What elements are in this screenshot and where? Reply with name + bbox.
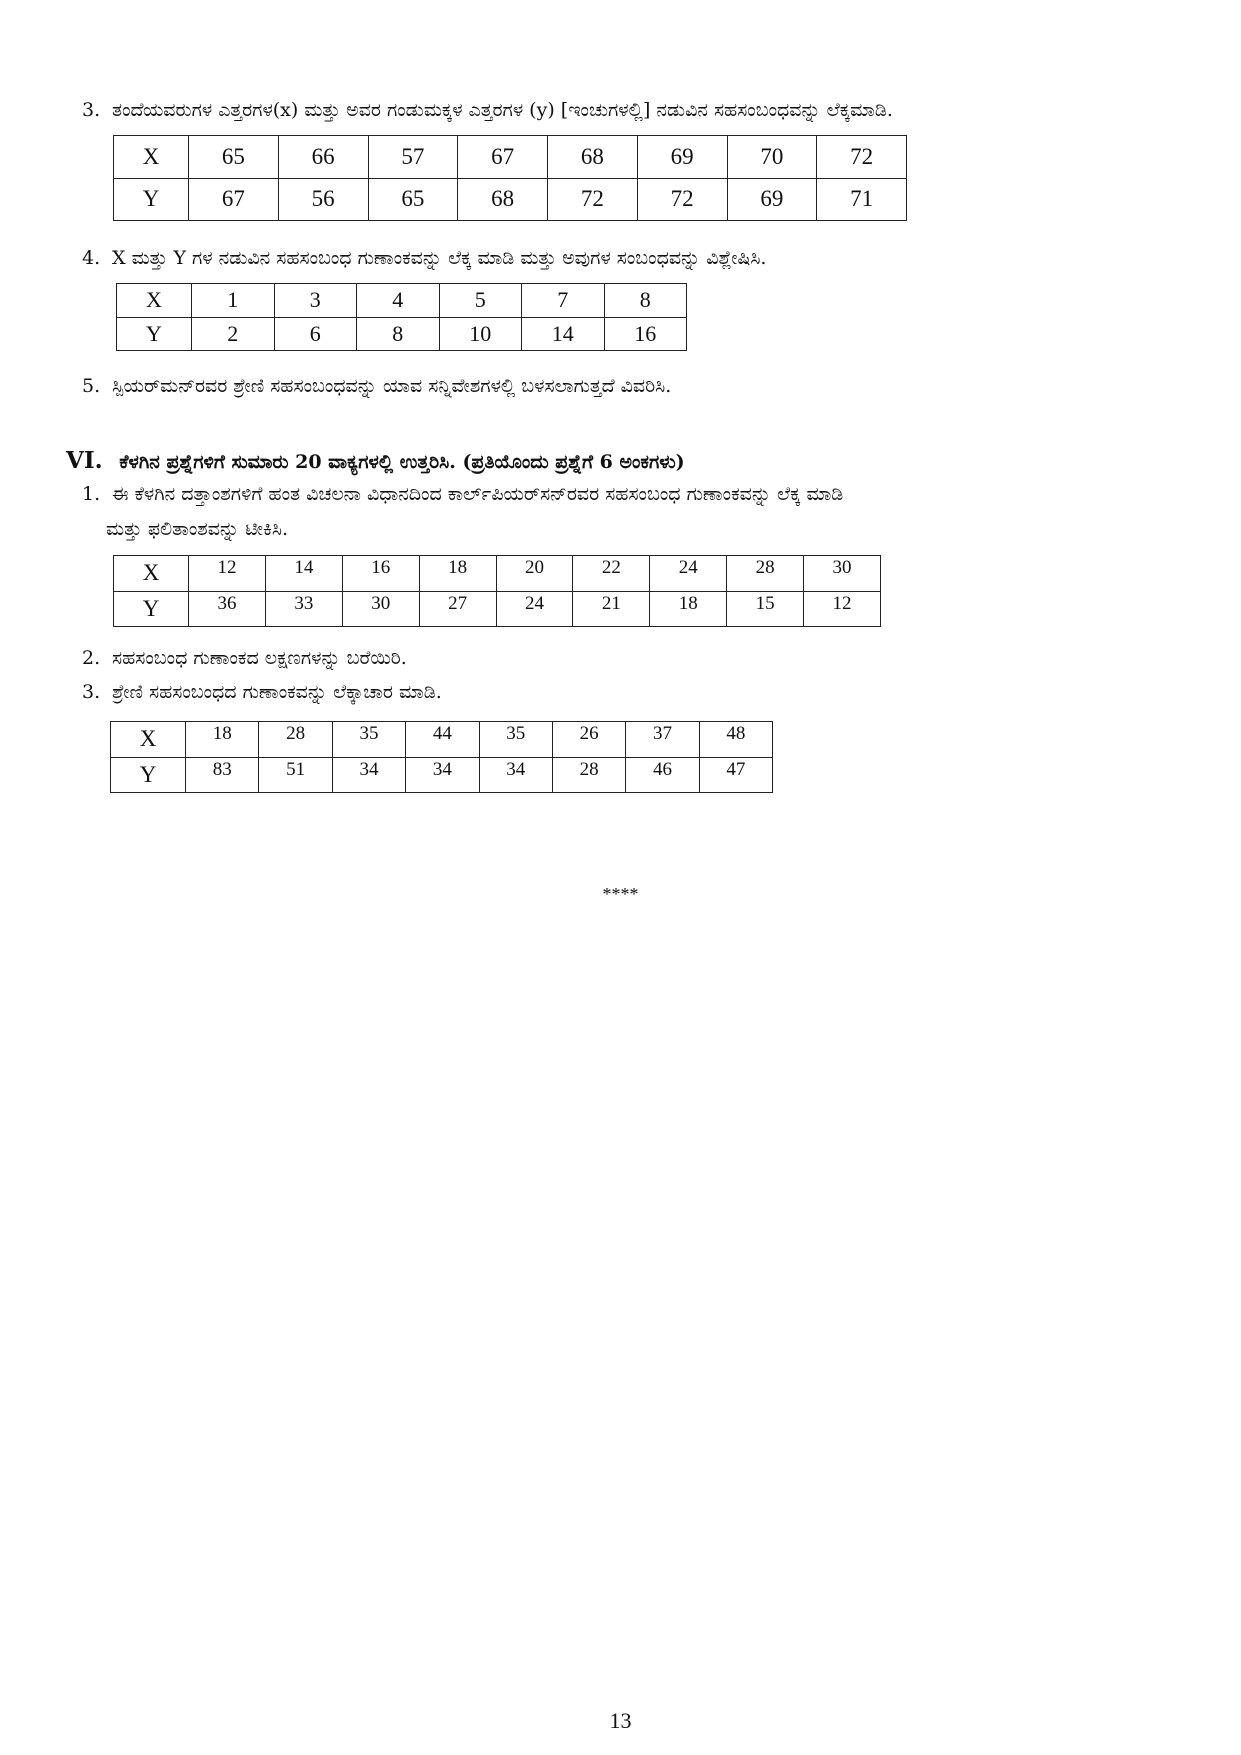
table-row-x — [114, 136, 907, 179]
table-cell: 16 — [342, 556, 419, 592]
table-cell: 1 — [192, 284, 275, 318]
question-number: 3. — [82, 681, 101, 703]
question-number: 1. — [82, 483, 101, 505]
vi-question-1-continued — [106, 512, 288, 546]
data-table-q4 — [116, 283, 687, 351]
table-cell: 5 — [439, 284, 522, 318]
table-cell: 2 — [192, 317, 275, 351]
section-heading-text: ಕೆಳಗಿನ ಪ್ರಶ್ನೆಗಳಿಗೆ ಸುಮಾರು 20 ವಾಕ್ಯಗಳಲ್ಲಿ ಉತ್ತರಿಸಿ. (ಪ್ರತಿಯೊಂದು ಪ್ರಶ್ನೆಗೆ 6 ಅಂಕಗಳು) — [119, 451, 685, 473]
table-cell: 48 — [699, 722, 772, 758]
table-cell: 27 — [419, 591, 496, 627]
table-cell: 46 — [626, 757, 699, 793]
question-5 — [82, 369, 671, 403]
table-cell: 20 — [496, 556, 573, 592]
table-cell: 66 — [278, 136, 368, 179]
table-cell: 70 — [727, 136, 817, 179]
table-cell: 30 — [804, 556, 881, 592]
table-cell: 15 — [727, 591, 804, 627]
table-cell: 72 — [548, 178, 638, 221]
table-cell: 71 — [817, 178, 907, 221]
table-cell: 24 — [650, 556, 727, 592]
table-cell: 36 — [189, 591, 266, 627]
table-cell: 14 — [265, 556, 342, 592]
table-cell: 28 — [552, 757, 625, 793]
table-cell: 18 — [650, 591, 727, 627]
table-cell: 12 — [804, 591, 881, 627]
table-row-y — [114, 591, 881, 627]
question-text-line-1: ಈ ಕೆಳಗಿನ ದತ್ತಾಂಶಗಳಿಗೆ ಹಂತ ವಿಚಲನಾ ವಿಧಾನದಿಂದ ಕಾರ್ಲ್‌ಪಿಯರ್‌ಸನ್‌ರವರ ಸಹಸಂಬಂಧ ಗುಣಾಂಕವನ್ನು ಲೆಕ್ಕ ಮಾಡಿ — [112, 483, 844, 505]
vi-question-3 — [82, 675, 442, 709]
table-cell: 28 — [259, 722, 332, 758]
table-cell: 56 — [278, 178, 368, 221]
row-label: Y — [111, 757, 186, 793]
question-text: ಶ್ರೇಣಿ ಸಹಸಂಬಂಧದ ಗುಣಾಂಕವನ್ನು ಲೆಕ್ಕಾಚಾರ ಮಾಡಿ. — [112, 681, 442, 703]
table-cell: 26 — [552, 722, 625, 758]
question-3 — [82, 93, 893, 127]
table-cell: 34 — [406, 757, 479, 793]
table-cell: 34 — [479, 757, 552, 793]
table-cell: 67 — [189, 178, 279, 221]
page-number: 13 — [609, 1708, 632, 1733]
table-row-y — [111, 757, 773, 793]
row-label: X — [114, 136, 189, 179]
vi-question-2 — [82, 641, 407, 675]
table-cell: 12 — [189, 556, 266, 592]
table-cell: 24 — [496, 591, 573, 627]
question-4 — [82, 241, 766, 275]
table-cell: 67 — [458, 136, 548, 179]
table-cell: 68 — [548, 136, 638, 179]
question-text: ಸ್ಪಿಯರ್‌ಮನ್‌ರವರ ಶ್ರೇಣಿ ಸಹಸಂಬಂಧವನ್ನು ಯಾವ ಸನ್ನಿವೇಶಗಳಲ್ಲಿ ಬಳಸಲಾಗುತ್ತದೆ ವಿವರಿಸಿ. — [112, 375, 672, 397]
table-cell: 4 — [357, 284, 440, 318]
table-cell: 21 — [573, 591, 650, 627]
table-cell: 47 — [699, 757, 772, 793]
table-cell: 10 — [439, 317, 522, 351]
table-cell: 28 — [727, 556, 804, 592]
table-cell: 6 — [274, 317, 357, 351]
table-cell: 30 — [342, 591, 419, 627]
question-number: 3. — [82, 99, 101, 121]
table-cell: 7 — [522, 284, 605, 318]
table-cell: 72 — [637, 178, 727, 221]
table-cell: 34 — [332, 757, 405, 793]
row-label: Y — [114, 178, 189, 221]
row-label: X — [117, 284, 192, 318]
table-cell: 33 — [265, 591, 342, 627]
table-cell: 72 — [817, 136, 907, 179]
row-label: Y — [114, 591, 189, 627]
table-cell: 37 — [626, 722, 699, 758]
table-cell: 44 — [406, 722, 479, 758]
question-text: ಸಹಸಂಬಂಧ ಗುಣಾಂಕದ ಲಕ್ಷಣಗಳನ್ನು ಬರೆಯಿರಿ. — [112, 647, 407, 669]
table-cell: 57 — [368, 136, 458, 179]
table-row-x — [114, 556, 881, 592]
question-number: 5. — [82, 375, 101, 397]
table-row-y — [114, 178, 907, 221]
table-cell: 68 — [458, 178, 548, 221]
question-number: 4. — [82, 247, 101, 269]
table-cell: 35 — [479, 722, 552, 758]
section-roman-numeral: VI. — [66, 447, 103, 474]
table-row-y — [117, 317, 687, 351]
end-separator: **** — [602, 884, 639, 904]
question-text-line-2: ಮತ್ತು ಫಲಿತಾಂಶವನ್ನು ಟೀಕಿಸಿ. — [106, 518, 289, 540]
table-row-x — [111, 722, 773, 758]
table-cell: 14 — [522, 317, 605, 351]
row-label: X — [111, 722, 186, 758]
table-cell: 83 — [186, 757, 259, 793]
table-cell: 65 — [368, 178, 458, 221]
table-cell: 35 — [332, 722, 405, 758]
table-cell: 3 — [274, 284, 357, 318]
data-table-vi-q3 — [110, 721, 773, 793]
table-cell: 8 — [357, 317, 440, 351]
table-cell: 69 — [637, 136, 727, 179]
table-cell: 51 — [259, 757, 332, 793]
section-heading-vi — [66, 447, 685, 474]
table-cell: 69 — [727, 178, 817, 221]
question-text: X ಮತ್ತು Y ಗಳ ನಡುವಿನ ಸಹಸಂಬಂಧ ಗುಣಾಂಕವನ್ನು ಲೆಕ್ಕ ಮಾಡಿ ಮತ್ತು ಅವುಗಳ ಸಂಬಂಧವನ್ನು ವಿಶ್ಲೇಷಿಸಿ. — [112, 247, 767, 269]
table-cell: 65 — [189, 136, 279, 179]
row-label: Y — [117, 317, 192, 351]
question-text: ತಂದೆಯವರುಗಳ ಎತ್ತರಗಳ(x) ಮತ್ತು ಅವರ ಗಂಡುಮಕ್ಕಳ ಎತ್ತರಗಳ (y) [ಇಂಚುಗಳಲ್ಲಿ] ನಡುವಿನ ಸಹಸಂಬಂಧವನ್ನು ಲೆಕ್ಕಮಾಡಿ. — [112, 99, 893, 121]
table-row-x — [117, 284, 687, 318]
question-number: 2. — [82, 647, 101, 669]
vi-question-1 — [82, 477, 843, 511]
table-cell: 22 — [573, 556, 650, 592]
data-table-q3 — [113, 135, 907, 221]
data-table-vi-q1 — [113, 555, 881, 627]
table-cell: 18 — [186, 722, 259, 758]
row-label: X — [114, 556, 189, 592]
table-cell: 16 — [604, 317, 687, 351]
table-cell: 18 — [419, 556, 496, 592]
table-cell: 8 — [604, 284, 687, 318]
